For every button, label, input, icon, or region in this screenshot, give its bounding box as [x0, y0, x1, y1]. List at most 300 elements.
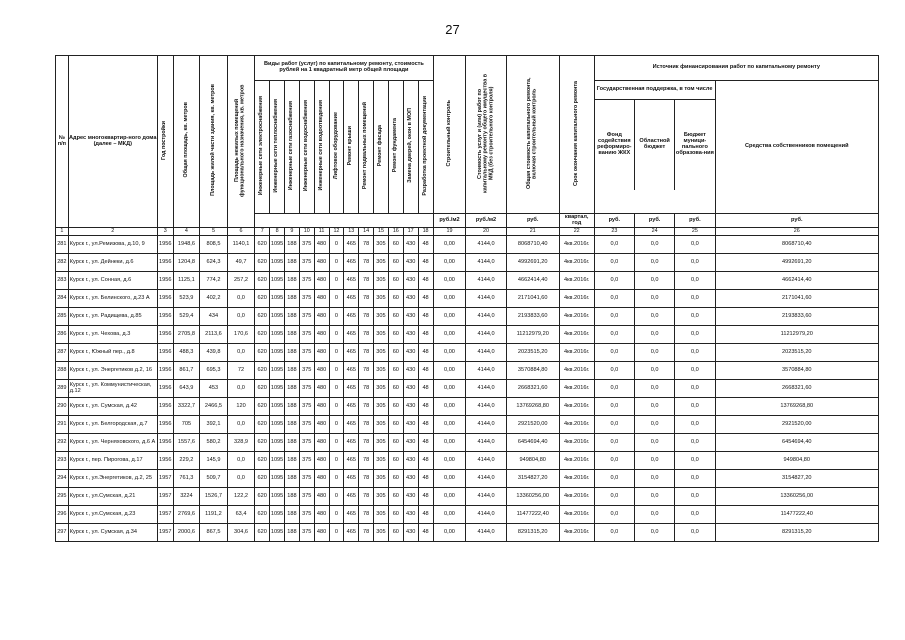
row-owners: 3154827,20: [715, 470, 878, 488]
table-row: [56, 416, 879, 434]
row-living-area: 867,5: [200, 524, 228, 542]
row-work-cost: 465: [344, 326, 359, 344]
row-work-cost: 430: [403, 272, 418, 290]
row-fund: 0,0: [594, 398, 634, 416]
header-work-sewer: Инженерные сети водоотведения: [314, 81, 329, 214]
row-year: 1956: [157, 254, 173, 272]
row-work-cost: 188: [284, 416, 299, 434]
row-work-cost: 375: [299, 488, 314, 506]
row-number: 285: [56, 308, 69, 326]
row-work-cost: 620: [255, 254, 270, 272]
row-work-cost: 188: [284, 254, 299, 272]
row-municipal: 0,0: [675, 452, 715, 470]
row-regional: 0,0: [634, 326, 674, 344]
row-work-cost: 48: [418, 506, 433, 524]
column-number: 26: [715, 228, 878, 236]
row-work-cost: 480: [314, 344, 329, 362]
table-body: [56, 236, 879, 542]
row-construction-control: 0,00: [433, 398, 466, 416]
row-work-cost: 188: [284, 362, 299, 380]
row-work-cost: 48: [418, 452, 433, 470]
row-fund: 0,0: [594, 272, 634, 290]
unit-cell: руб./м2: [466, 214, 506, 228]
row-address: Курск г., ул. Энергетиков д.2, 16: [68, 362, 157, 380]
column-number: 3: [157, 228, 173, 236]
row-work-cost: 305: [374, 344, 389, 362]
row-regional: 0,0: [634, 470, 674, 488]
row-work-cost: 465: [344, 416, 359, 434]
row-work-cost: 188: [284, 398, 299, 416]
row-owners: 2921520,00: [715, 416, 878, 434]
row-work-cost: 375: [299, 434, 314, 452]
row-municipal: 0,0: [675, 362, 715, 380]
row-work-cost: 0: [329, 416, 344, 434]
row-address: Курск г., ул. Сумская, д.34: [68, 524, 157, 542]
row-municipal: 0,0: [675, 290, 715, 308]
row-work-cost: 48: [418, 290, 433, 308]
row-nonresidential-area: 0,0: [227, 290, 255, 308]
row-work-cost: 78: [359, 272, 374, 290]
row-unit-cost: 4144,0: [466, 488, 506, 506]
row-year: 1956: [157, 398, 173, 416]
row-address: Курск г., ул.Энергетиков, д.2, 25: [68, 470, 157, 488]
row-work-cost: 375: [299, 380, 314, 398]
row-living-area: 145,9: [200, 452, 228, 470]
row-year: 1956: [157, 308, 173, 326]
row-total-cost: 13769268,80: [506, 398, 559, 416]
row-unit-cost: 4144,0: [466, 524, 506, 542]
row-number: 297: [56, 524, 69, 542]
row-number: 294: [56, 470, 69, 488]
row-work-cost: 620: [255, 488, 270, 506]
row-unit-cost: 4144,0: [466, 236, 506, 254]
row-work-cost: 375: [299, 362, 314, 380]
column-number: 11: [314, 228, 329, 236]
table-row: [56, 380, 879, 398]
row-work-cost: 305: [374, 380, 389, 398]
capital-repair-table: [55, 55, 879, 542]
row-work-cost: 620: [255, 524, 270, 542]
row-address: Курск г., ул.Ремизова, д.10, 9: [68, 236, 157, 254]
row-total-area: 488,3: [173, 344, 200, 362]
row-work-cost: 78: [359, 452, 374, 470]
row-number: 283: [56, 272, 69, 290]
row-work-cost: 48: [418, 488, 433, 506]
column-number: 16: [388, 228, 403, 236]
row-total-area: 861,7: [173, 362, 200, 380]
row-work-cost: 78: [359, 362, 374, 380]
row-work-cost: 60: [388, 434, 403, 452]
row-work-cost: 60: [388, 254, 403, 272]
row-living-area: 1526,7: [200, 488, 228, 506]
row-work-cost: 375: [299, 326, 314, 344]
row-work-cost: 430: [403, 488, 418, 506]
row-work-cost: 480: [314, 488, 329, 506]
row-owners: 949804,80: [715, 452, 878, 470]
row-total-cost: 2023515,20: [506, 344, 559, 362]
row-number: 289: [56, 380, 69, 398]
row-year: 1956: [157, 236, 173, 254]
row-total-cost: 6454694,40: [506, 434, 559, 452]
row-fund: 0,0: [594, 488, 634, 506]
row-year: 1957: [157, 506, 173, 524]
row-work-cost: 60: [388, 272, 403, 290]
table-row: [56, 398, 879, 416]
row-work-cost: 430: [403, 290, 418, 308]
row-work-cost: 375: [299, 506, 314, 524]
row-fund: 0,0: [594, 524, 634, 542]
row-work-cost: 305: [374, 362, 389, 380]
header-total-cost: Общая стоимость капитального ремонта, включая строительный контроль: [506, 56, 559, 214]
row-work-cost: 48: [418, 308, 433, 326]
row-work-cost: 48: [418, 470, 433, 488]
row-work-cost: 1095: [270, 416, 285, 434]
column-number-row: [56, 228, 879, 236]
row-work-cost: 305: [374, 272, 389, 290]
row-work-cost: 60: [388, 308, 403, 326]
row-address: Курск г., ул.Сумская, д.23: [68, 506, 157, 524]
unit-cell: руб.: [594, 214, 634, 228]
row-regional: 0,0: [634, 452, 674, 470]
header-construction-control: Строительный контроль: [433, 56, 466, 214]
row-work-cost: 480: [314, 380, 329, 398]
row-owners: 8291315,20: [715, 524, 878, 542]
row-nonresidential-area: 257,2: [227, 272, 255, 290]
row-unit-cost: 4144,0: [466, 452, 506, 470]
row-work-cost: 0: [329, 434, 344, 452]
row-year: 1956: [157, 272, 173, 290]
row-fund: 0,0: [594, 290, 634, 308]
row-construction-control: 0,00: [433, 362, 466, 380]
row-owners: 11477222,40: [715, 506, 878, 524]
row-regional: 0,0: [634, 488, 674, 506]
row-number: 287: [56, 344, 69, 362]
row-owners: 3570884,80: [715, 362, 878, 380]
table-row: [56, 236, 879, 254]
row-unit-cost: 4144,0: [466, 398, 506, 416]
row-owners: 8068710,40: [715, 236, 878, 254]
row-work-cost: 60: [388, 452, 403, 470]
column-number: 21: [506, 228, 559, 236]
row-regional: 0,0: [634, 344, 674, 362]
row-work-cost: 620: [255, 344, 270, 362]
row-work-cost: 0: [329, 362, 344, 380]
row-address: Курск г., ул. Сонная, д.6: [68, 272, 157, 290]
row-fund: 0,0: [594, 236, 634, 254]
row-work-cost: 480: [314, 326, 329, 344]
row-work-cost: 188: [284, 452, 299, 470]
row-regional: 0,0: [634, 236, 674, 254]
row-work-cost: 305: [374, 452, 389, 470]
row-work-cost: 48: [418, 236, 433, 254]
row-work-cost: 430: [403, 506, 418, 524]
row-living-area: 1191,2: [200, 506, 228, 524]
header-work-roof: Ремонт крыши: [344, 81, 359, 214]
table-row: [56, 272, 879, 290]
row-work-cost: 430: [403, 380, 418, 398]
row-municipal: 0,0: [675, 398, 715, 416]
row-work-cost: 480: [314, 434, 329, 452]
row-total-area: 229,2: [173, 452, 200, 470]
row-total-area: 2769,6: [173, 506, 200, 524]
row-living-area: 808,5: [200, 236, 228, 254]
row-living-area: 453: [200, 380, 228, 398]
unit-work-spacer: [255, 214, 433, 228]
header-no: № п/п: [56, 56, 69, 228]
row-nonresidential-area: 72: [227, 362, 255, 380]
row-total-area: 3224: [173, 488, 200, 506]
header-municipal: Бюджет муници-пального образова-ния: [675, 132, 714, 156]
row-term: 4кв.2016г.: [559, 398, 594, 416]
row-work-cost: 465: [344, 524, 359, 542]
unit-cell: руб./м2: [433, 214, 466, 228]
row-nonresidential-area: 0,0: [227, 308, 255, 326]
column-number: 18: [418, 228, 433, 236]
row-work-cost: 480: [314, 254, 329, 272]
row-work-cost: 1095: [270, 362, 285, 380]
column-number: 8: [270, 228, 285, 236]
row-construction-control: 0,00: [433, 524, 466, 542]
row-living-area: 695,3: [200, 362, 228, 380]
row-term: 4кв.2016г.: [559, 488, 594, 506]
row-nonresidential-area: 0,0: [227, 452, 255, 470]
row-regional: 0,0: [634, 290, 674, 308]
row-owners: 4662414,40: [715, 272, 878, 290]
table-row: [56, 290, 879, 308]
row-work-cost: 78: [359, 470, 374, 488]
row-municipal: 0,0: [675, 344, 715, 362]
row-living-area: 402,2: [200, 290, 228, 308]
row-address: Курск г., ул. Радищева, д.85: [68, 308, 157, 326]
row-work-cost: 78: [359, 254, 374, 272]
header-work-lift: Лифтовое оборудование: [329, 81, 344, 214]
row-work-cost: 480: [314, 524, 329, 542]
row-work-cost: 188: [284, 434, 299, 452]
row-total-area: 3322,7: [173, 398, 200, 416]
row-work-cost: 78: [359, 488, 374, 506]
row-work-cost: 620: [255, 506, 270, 524]
row-regional: 0,0: [634, 380, 674, 398]
row-work-cost: 305: [374, 326, 389, 344]
row-work-cost: 375: [299, 452, 314, 470]
column-number: 25: [675, 228, 715, 236]
row-living-area: 774,2: [200, 272, 228, 290]
row-work-cost: 375: [299, 344, 314, 362]
row-municipal: 0,0: [675, 506, 715, 524]
row-municipal: 0,0: [675, 272, 715, 290]
row-owners: 6454694,40: [715, 434, 878, 452]
row-regional: 0,0: [634, 524, 674, 542]
row-work-cost: 60: [388, 470, 403, 488]
row-work-cost: 620: [255, 272, 270, 290]
row-address: Курск г., ул. Черняховского, д.6 А: [68, 434, 157, 452]
row-total-cost: 8291315,20: [506, 524, 559, 542]
header-total-area: Общая площадь, кв. метров: [173, 56, 200, 228]
row-work-cost: 430: [403, 470, 418, 488]
row-work-cost: 305: [374, 524, 389, 542]
row-construction-control: 0,00: [433, 254, 466, 272]
row-work-cost: 305: [374, 506, 389, 524]
table-row: [56, 452, 879, 470]
row-work-cost: 60: [388, 524, 403, 542]
row-work-cost: 465: [344, 488, 359, 506]
row-unit-cost: 4144,0: [466, 254, 506, 272]
row-municipal: 0,0: [675, 236, 715, 254]
row-work-cost: 480: [314, 362, 329, 380]
row-total-area: 1557,6: [173, 434, 200, 452]
row-work-cost: 620: [255, 452, 270, 470]
row-total-area: 761,3: [173, 470, 200, 488]
column-number: 10: [299, 228, 314, 236]
row-unit-cost: 4144,0: [466, 506, 506, 524]
row-work-cost: 1095: [270, 254, 285, 272]
row-work-cost: 60: [388, 290, 403, 308]
row-construction-control: 0,00: [433, 416, 466, 434]
row-nonresidential-area: 170,6: [227, 326, 255, 344]
row-total-area: 2705,8: [173, 326, 200, 344]
row-living-area: 2466,5: [200, 398, 228, 416]
row-total-area: 1125,1: [173, 272, 200, 290]
column-number: 7: [255, 228, 270, 236]
row-work-cost: 60: [388, 506, 403, 524]
table-row: [56, 362, 879, 380]
row-year: 1957: [157, 470, 173, 488]
table-row: [56, 308, 879, 326]
row-term: 4кв.2016г.: [559, 470, 594, 488]
row-fund: 0,0: [594, 362, 634, 380]
header-work-facade: Ремонт фасада: [374, 81, 389, 214]
row-work-cost: 430: [403, 434, 418, 452]
table-row: [56, 326, 879, 344]
row-work-cost: 48: [418, 254, 433, 272]
row-nonresidential-area: 1140,1: [227, 236, 255, 254]
row-total-area: 1204,8: [173, 254, 200, 272]
row-work-cost: 48: [418, 380, 433, 398]
row-regional: 0,0: [634, 362, 674, 380]
row-address: Курск г., ул. Белгородская, д.7: [68, 416, 157, 434]
row-work-cost: 188: [284, 470, 299, 488]
row-year: 1956: [157, 290, 173, 308]
header-unit-cost: Стоимость услуг и (или) работ по капитальному ремонту общего имущества в МКД (без строительного контроля): [466, 56, 506, 214]
row-regional: 0,0: [634, 398, 674, 416]
row-term: 4кв.2016г.: [559, 362, 594, 380]
row-nonresidential-area: 0,0: [227, 470, 255, 488]
row-fund: 0,0: [594, 434, 634, 452]
row-fund: 0,0: [594, 452, 634, 470]
row-work-cost: 48: [418, 434, 433, 452]
row-construction-control: 0,00: [433, 272, 466, 290]
row-regional: 0,0: [634, 254, 674, 272]
row-work-cost: 620: [255, 470, 270, 488]
column-number: 19: [433, 228, 466, 236]
row-work-cost: 305: [374, 308, 389, 326]
table-header: [56, 56, 879, 236]
row-work-cost: 465: [344, 434, 359, 452]
row-work-cost: 1095: [270, 236, 285, 254]
row-work-cost: 305: [374, 416, 389, 434]
row-work-cost: 305: [374, 398, 389, 416]
row-total-area: 529,4: [173, 308, 200, 326]
row-work-cost: 430: [403, 416, 418, 434]
row-work-cost: 375: [299, 236, 314, 254]
row-work-cost: 465: [344, 470, 359, 488]
row-fund: 0,0: [594, 470, 634, 488]
row-work-cost: 480: [314, 416, 329, 434]
row-work-cost: 620: [255, 308, 270, 326]
header-regional: Областной бюджет: [635, 100, 675, 190]
header-fund: Фонд содействия реформиро-ванию ЖКХ: [595, 100, 635, 190]
row-construction-control: 0,00: [433, 236, 466, 254]
row-unit-cost: 4144,0: [466, 272, 506, 290]
row-work-cost: 480: [314, 272, 329, 290]
row-fund: 0,0: [594, 308, 634, 326]
row-work-cost: 0: [329, 452, 344, 470]
column-number: 15: [374, 228, 389, 236]
row-work-cost: 48: [418, 416, 433, 434]
row-work-cost: 480: [314, 290, 329, 308]
row-work-cost: 48: [418, 344, 433, 362]
row-year: 1957: [157, 524, 173, 542]
column-number: 4: [173, 228, 200, 236]
row-work-cost: 620: [255, 236, 270, 254]
row-regional: 0,0: [634, 272, 674, 290]
row-address: Курск г., пер. Пирогова, д.17: [68, 452, 157, 470]
row-work-cost: 0: [329, 344, 344, 362]
row-total-cost: 2171041,60: [506, 290, 559, 308]
column-number: 17: [403, 228, 418, 236]
row-nonresidential-area: 122,2: [227, 488, 255, 506]
row-work-cost: 1095: [270, 452, 285, 470]
header-owners: Средства собственников помещений: [715, 81, 878, 214]
row-work-cost: 188: [284, 308, 299, 326]
row-number: 281: [56, 236, 69, 254]
row-work-cost: 375: [299, 398, 314, 416]
row-year: 1956: [157, 326, 173, 344]
row-work-cost: 430: [403, 308, 418, 326]
row-work-cost: 465: [344, 272, 359, 290]
row-term: 4кв.2016г.: [559, 308, 594, 326]
row-work-cost: 1095: [270, 398, 285, 416]
unit-cell: руб.: [634, 214, 674, 228]
row-construction-control: 0,00: [433, 434, 466, 452]
row-owners: 2171041,60: [715, 290, 878, 308]
row-address: Курск г., Южный пер., д.8: [68, 344, 157, 362]
row-work-cost: 430: [403, 254, 418, 272]
row-year: 1956: [157, 362, 173, 380]
row-unit-cost: 4144,0: [466, 416, 506, 434]
row-work-cost: 465: [344, 380, 359, 398]
row-work-cost: 48: [418, 524, 433, 542]
row-owners: 2193833,60: [715, 308, 878, 326]
row-construction-control: 0,00: [433, 344, 466, 362]
row-total-cost: 3570884,80: [506, 362, 559, 380]
row-work-cost: 0: [329, 470, 344, 488]
row-construction-control: 0,00: [433, 452, 466, 470]
row-work-cost: 620: [255, 398, 270, 416]
row-term: 4кв.2016г.: [559, 452, 594, 470]
row-work-cost: 480: [314, 506, 329, 524]
row-number: 292: [56, 434, 69, 452]
row-municipal: 0,0: [675, 380, 715, 398]
row-address: Курск г., ул. Чехова, д.3: [68, 326, 157, 344]
row-work-cost: 465: [344, 398, 359, 416]
row-work-cost: 60: [388, 236, 403, 254]
row-work-cost: 305: [374, 290, 389, 308]
row-work-cost: 0: [329, 524, 344, 542]
row-work-cost: 375: [299, 308, 314, 326]
row-total-cost: 2921520,00: [506, 416, 559, 434]
column-number: 5: [200, 228, 228, 236]
